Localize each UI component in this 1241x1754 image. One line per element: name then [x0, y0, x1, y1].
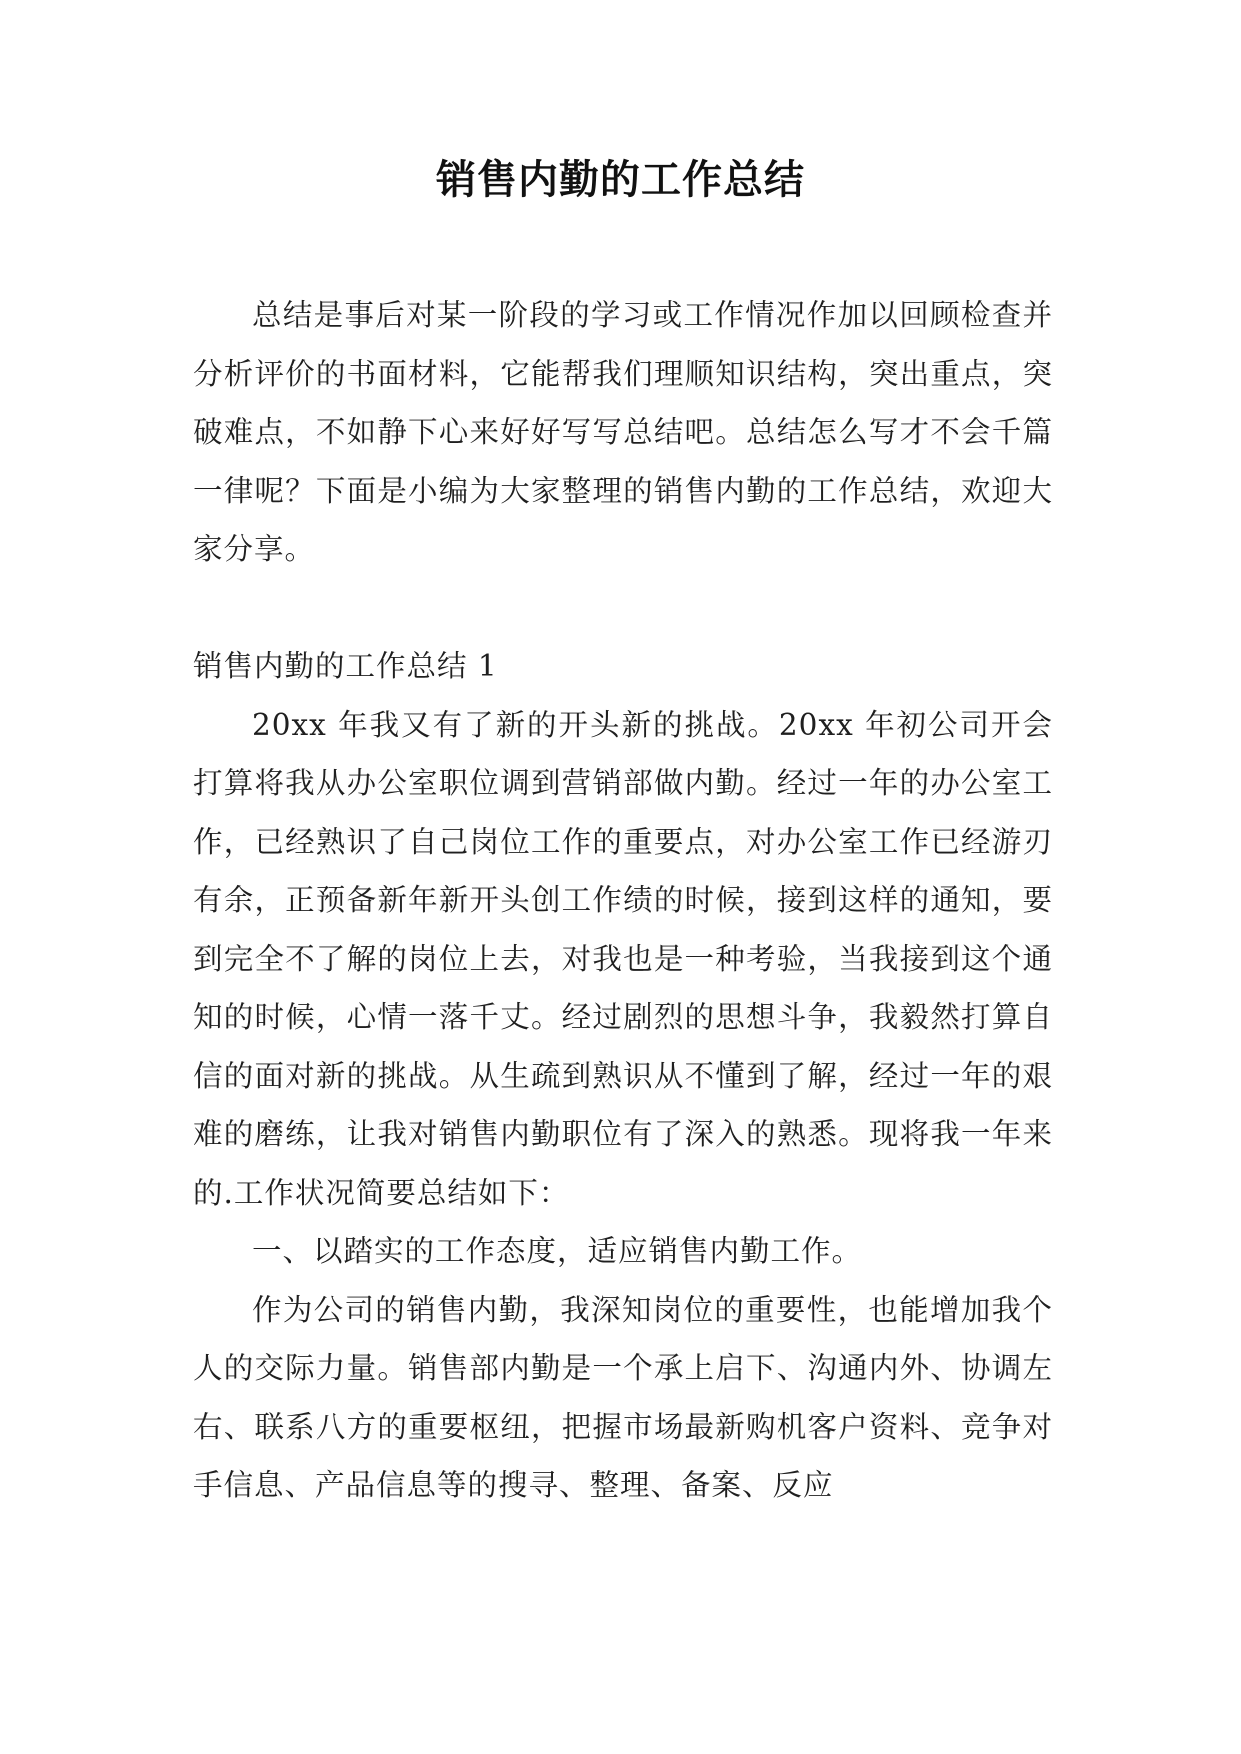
paragraph-spacer — [193, 579, 1053, 638]
body-paragraph: 20xx 年我又有了新的开头新的挑战。20xx 年初公司开会打算将我从办公室职位调到营销部做内勤。经过一年的办公室工作，已经熟识了自己岗位工作的重要点，对办公室工作已经游刃有余，正预备新年新开头创工作绩的时候，接到这样的通知，要到完全不了解的岗位上去，对我也是一种考验，当我接到这个通知的时候，心情一落千丈。经过剧烈的思想斗争，我毅然打算自信的面对新的挑战。从生疏到熟识从不懂到了解，经过一年的艰难的磨练，让我对销售内勤职位有了深入的熟悉。现将我一年来的.工作状况简要总结如下： — [193, 707, 1053, 1210]
body-paragraph: 作为公司的销售内勤，我深知岗位的重要性，也能增加我个人的交际力量。销售部内勤是一个承上启下、沟通内外、协调左右、联系八方的重要枢纽，把握市场最新购机客户资料、竞争对手信息、产品信息等的搜寻、整理、备案、反应 — [193, 1292, 1053, 1502]
document-body — [193, 286, 1053, 1515]
document-title: 销售内勤的工作总结 — [436, 157, 805, 203]
section-heading: 销售内勤的工作总结 1 — [193, 649, 498, 683]
subheading-paragraph: 一、以踏实的工作态度，适应销售内勤工作。 — [252, 1234, 863, 1268]
intro-paragraph: 总结是事后对某一阶段的学习或工作情况作加以回顾检查并分析评价的书面材料，它能帮我们理顺知识结构，突出重点，突破难点，不如静下心来好好写写总结吧。总结怎么写才不会千篇一律呢？下面是小编为大家整理的销售内勤的工作总结，欢迎大家分享。 — [193, 298, 1053, 566]
